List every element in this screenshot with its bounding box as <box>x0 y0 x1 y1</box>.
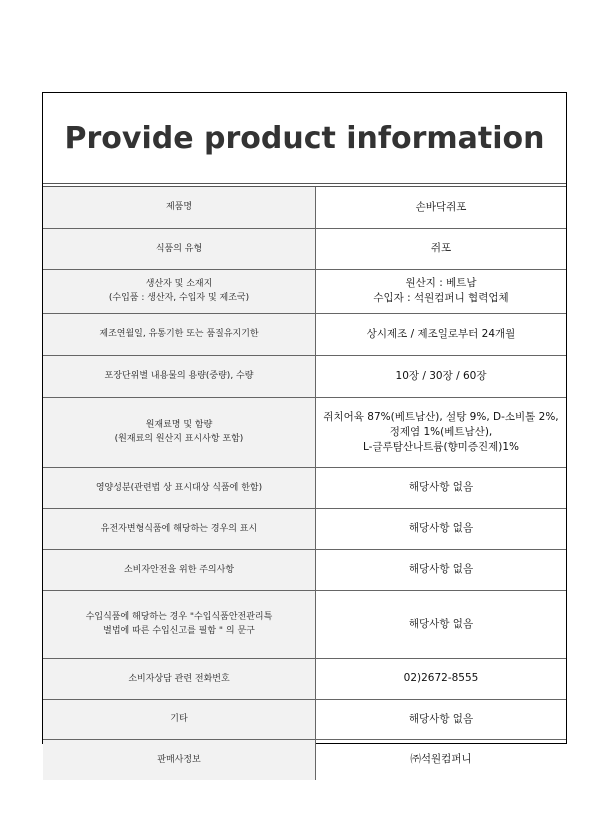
row-value-line: 해당사항 없음 <box>408 712 474 725</box>
row-value-line: 해당사항 없음 <box>408 617 474 630</box>
table-row <box>43 397 566 467</box>
row-label <box>43 269 316 313</box>
row-label-line: (수입품 : 생산자, 수입자 및 제조국) <box>108 293 250 303</box>
row-value-line: 해당사항 없음 <box>408 522 474 534</box>
row-label-line: 별법에 따른 수입신고를 필함 " 의 문구 <box>103 626 255 636</box>
row-label-line: 원재료명 및 함량 <box>145 420 213 430</box>
table-row <box>43 508 566 549</box>
row-value <box>316 187 567 228</box>
row-label-line: 제품명 <box>165 202 193 213</box>
row-label-line: 영양성분(관련법 상 표시대상 식품에 한함) <box>95 482 263 493</box>
row-value-line: 원산지 : 베트남 <box>405 277 477 289</box>
row-value-line: 해당사항 없음 <box>408 481 474 493</box>
row-label-line: 소비자안전을 위한 주의사항 <box>123 564 235 575</box>
row-label-line: 포장단위별 내용물의 용량(중량), 수량 <box>104 371 254 381</box>
product-info-rows <box>43 187 566 780</box>
row-label <box>43 549 316 590</box>
row-value-line: L-글루탐산나트륨(향미증진제)1% <box>362 440 520 453</box>
row-value <box>316 739 567 780</box>
row-value <box>316 590 567 658</box>
row-value-line: 쥐포 <box>430 242 452 254</box>
row-label-line: (원재료의 원산지 표시사항 포함) <box>114 434 244 444</box>
row-label <box>43 228 316 269</box>
row-value-line: 정제염 1%(베트남산), <box>389 425 493 438</box>
row-value <box>316 269 567 313</box>
row-value-line: ㈜석원컴퍼니 <box>410 753 472 766</box>
row-label <box>43 699 316 739</box>
row-label-line: 식품의 유형 <box>155 243 203 254</box>
page-title: Provide product information <box>64 120 545 156</box>
row-value <box>316 508 567 549</box>
row-label-line: 유전자변형식품에 해당하는 경우의 표시 <box>100 523 258 534</box>
row-label <box>43 508 316 549</box>
row-value <box>316 467 567 508</box>
row-value-line: 수입자 : 석원컴퍼니 협력업체 <box>373 292 509 304</box>
row-label <box>43 313 316 355</box>
row-value <box>316 658 567 699</box>
row-value <box>316 228 567 269</box>
row-label <box>43 187 316 228</box>
table-row <box>43 228 566 269</box>
row-value-line: 해당사항 없음 <box>408 563 474 575</box>
row-label <box>43 397 316 467</box>
table-row <box>43 269 566 313</box>
row-value-line: 상시제조 / 제조일로부터 24개월 <box>366 327 516 340</box>
row-label-line: 판매사정보 <box>157 754 201 765</box>
row-value <box>316 397 567 467</box>
row-label-line: 소비자상담 관련 전화번호 <box>128 673 230 684</box>
row-value-line: 손바닥쥐포 <box>415 200 467 213</box>
table-row <box>43 658 566 699</box>
table-row <box>43 699 566 739</box>
row-value <box>316 313 567 355</box>
row-value-line: 10장 / 30장 / 60장 <box>395 369 487 382</box>
row-label <box>43 467 316 508</box>
row-label <box>43 658 316 699</box>
table-row <box>43 590 566 658</box>
row-value <box>316 355 567 397</box>
row-value-line: 쥐치어육 87%(베트남산), 설탕 9%, D-소비톨 2%, <box>323 410 559 423</box>
table-row <box>43 549 566 590</box>
row-value <box>316 699 567 739</box>
table-row <box>43 467 566 508</box>
row-label-line: 제조연월일, 유통기한 또는 품질유지기한 <box>99 329 259 339</box>
row-value <box>316 549 567 590</box>
row-label-line: 수입식품에 해당하는 경우 "수입식품안전관리특 <box>85 612 273 622</box>
product-info-frame <box>42 92 567 766</box>
row-label-line: 기타 <box>170 714 188 724</box>
title-area <box>43 93 566 183</box>
row-label <box>43 739 316 780</box>
row-label-line: 생산자 및 소재지 <box>145 279 213 289</box>
table-row <box>43 355 566 397</box>
table-row <box>43 313 566 355</box>
table-row <box>43 187 566 228</box>
product-info-table <box>43 187 566 780</box>
table-row <box>43 739 566 780</box>
row-label <box>43 590 316 658</box>
row-value-line: 02)2672-8555 <box>403 672 479 684</box>
row-label <box>43 355 316 397</box>
